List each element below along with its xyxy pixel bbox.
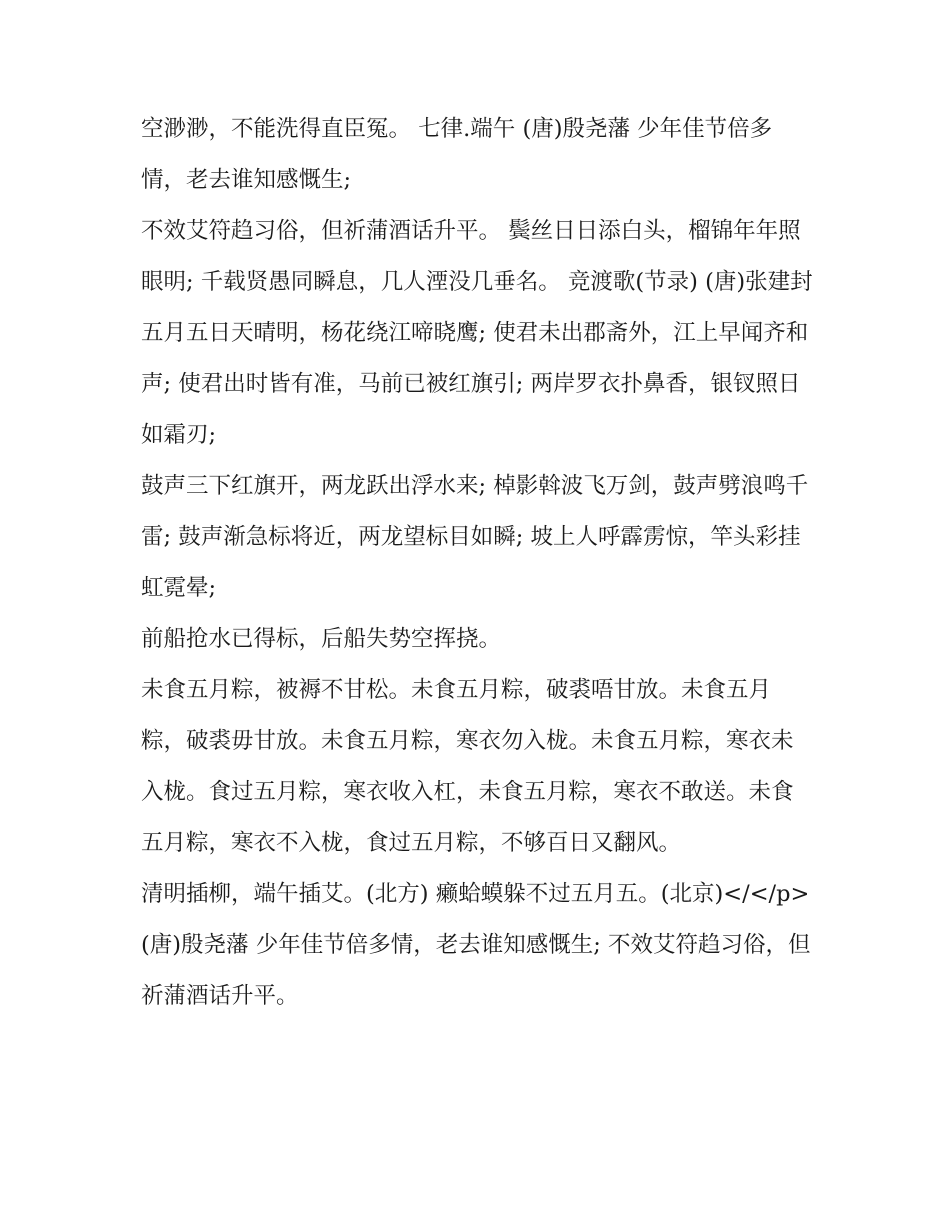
paragraph-2: 不效艾符趋习俗，但祈蒲酒话升平。 鬓丝日日添白头，榴锦年年照眼明; 千载贤愚同瞬息，几人湮没几垂名。 竞渡歌(节录) (唐)张建封	[141, 218, 813, 295]
paragraph-6: 未食五月粽，被褥不甘松。未食五月粽，破裘唔甘放。未食五月粽，破裘毋甘放。未食五月粽，寒衣勿入栊。未食五月粽，寒衣未入栊。食过五月粽，寒衣收入杠，未食五月粽，寒衣不敢送。未食五月粽，寒衣不入栊，食过五月粽，不够百日又翻风。	[141, 677, 794, 856]
paragraph-4: 鼓声三下红旗开，两龙跃出浮水来; 棹影斡波飞万剑，鼓声劈浪鸣千雷; 鼓声渐急标将近，两龙望标目如瞬; 坡上人呼霹雳惊，竿头彩挂虹霓晕;	[141, 473, 809, 601]
paragraph-1: 空渺渺，不能洗得直臣冤。 七律.端午 (唐)殷尧藩 少年佳节倍多情，老去谁知感慨生;	[141, 116, 773, 193]
paragraph-7: 清明插柳，端午插艾。(北方) 癞蛤蟆躲不过五月五。(北京)</</p> (唐)殷尧藩 少年佳节倍多情，老去谁知感慨生; 不效艾符趋习俗，但祈蒲酒话升平。	[141, 881, 811, 1009]
paragraph-3: 五月五日天晴明，杨花绕江啼晓鹰; 使君未出郡斋外，江上早闻齐和声; 使君出时皆有准，马前已被红旗引; 两岸罗衣扑鼻香，银钗照日如霜刃;	[141, 320, 809, 448]
document-body	[141, 104, 813, 1022]
paragraph-5: 前船抢水已得标，后船失势空挥挠。	[141, 626, 502, 652]
